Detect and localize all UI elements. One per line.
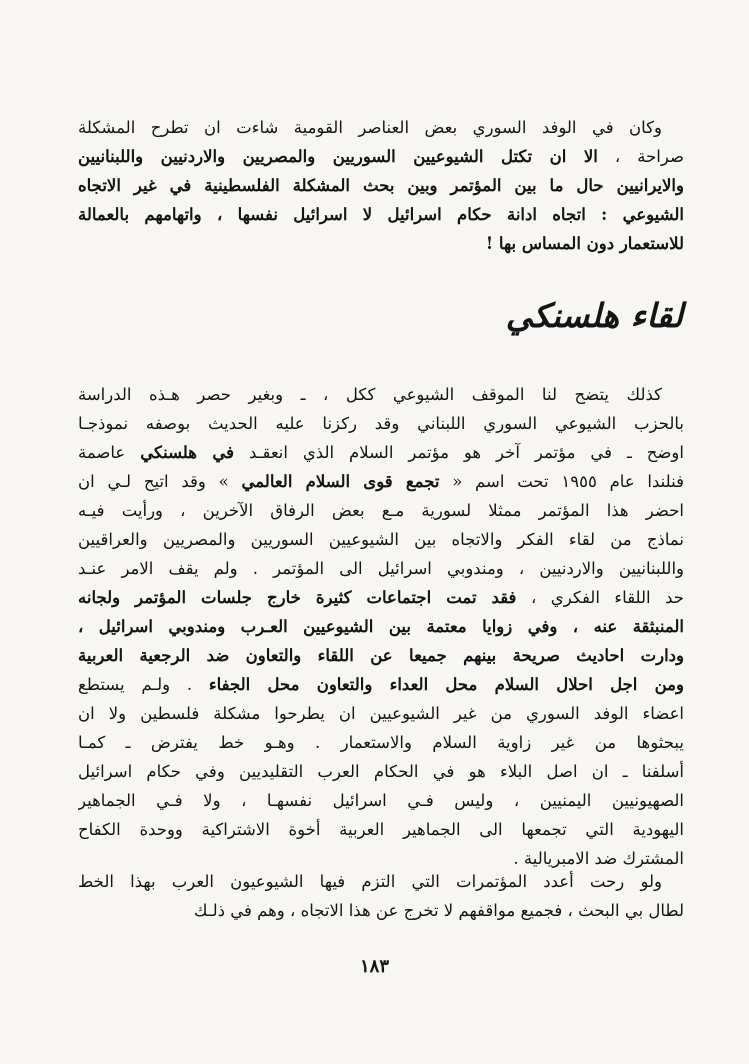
bold-text: الشيوعي : اتجاه ادانة حكام اسرائيل لا اسرائيل نفسها ، واتهامهم بالعمالة [78, 205, 684, 224]
text-line [78, 786, 684, 815]
text-run: واللبنانيين والاردنيين ، ومندوبي اسرائيل الى المؤتمر . ولم يقف الامر عنـد [78, 559, 684, 578]
paragraph-senate-delegation [78, 113, 684, 258]
text-run: اعضاء الوفد السوري من غير الشيوعيين ان يطرحوا مشكلة فلسطين ولا ان [78, 704, 684, 723]
text-run: عاصمة [78, 443, 141, 462]
bold-text: الا ان تكتل الشيوعيين السوريين والمصريين والاردنيين واللبنانيين [78, 147, 598, 166]
text-run: احضر هذا المؤتمر ممثلا لسورية مـع بعض الرفاق الآخرين ، ورأيت فيـه [78, 501, 684, 520]
text-run: صراحة ، [597, 147, 684, 166]
text-run: حد اللقاء الفكري ، [516, 588, 684, 607]
bold-text: للاستعمار دون المساس بها ! [485, 234, 684, 253]
text-line [78, 670, 684, 699]
text-line [78, 757, 684, 786]
text-run: . ولـم يستطع [78, 675, 209, 694]
section-heading: لقاء هلسنكي [505, 296, 683, 335]
text-line [78, 815, 684, 844]
bold-text: والايرانيين حال ما بين المؤتمر وبين بحث المشكلة الفلسطينية في غير الاتجاه [78, 176, 684, 195]
text-line [78, 113, 684, 142]
text-line [78, 525, 684, 554]
text-run: اليهودية التي تجمعها الى الجماهير العربية أخوة الاشتراكية ووحدة الكفاح [78, 820, 684, 839]
text-line [78, 641, 684, 670]
text-line [78, 229, 684, 258]
text-run: يبحثوها من غير زاوية السلام والاستعمار . وهـو خط يفترض ـ كمـا [78, 733, 684, 752]
paragraph-conferences [78, 867, 684, 925]
text-run: ولو رحت أعدد المؤتمرات التي التزم فيها الشيوعيون العرب بهذا الخط [78, 872, 662, 891]
text-line [78, 496, 684, 525]
text-line [78, 142, 684, 171]
text-line [78, 200, 684, 229]
text-run: » وقد اتيح لـي ان [78, 472, 242, 491]
text-run: لطال بي البحث ، فجميع مواقفهم لا تخرج عن هذا الاتجاه ، وهم في ذلـك [193, 901, 684, 920]
text-line [78, 583, 684, 612]
text-run: بالحزب الشيوعي السوري اللبناني وقد ركزنا عليه الحديث بوصفه نموذجـا [78, 414, 684, 433]
text-run: الصهيونيين اليمنيين ، وليس فـي اسرائيل نفسهـا ، ولا فـي الجماهير [78, 791, 684, 810]
text-line [78, 867, 684, 896]
text-line [78, 438, 684, 467]
text-run: نماذج من لقاء الفكر والاتجاه بين الشيوعيين السوريين والمصريين والعراقيين [78, 530, 684, 549]
bold-text: فقد تمت اجتماعات كثيرة خارج جلسات المؤتمر ولجانه [78, 588, 517, 607]
bold-text: ودارت احاديث صريحة بينهم جميعا عن اللقاء والتعاون ضد الرجعية العربية [78, 646, 684, 665]
paragraph-helsinki-meeting [78, 380, 684, 873]
text-line [78, 380, 684, 409]
bold-text: في هلسنكي [140, 443, 235, 462]
text-run: كذلك يتضح لنا الموقف الشيوعي ككل ، ـ وبغير حصر هـذه الدراسة [78, 385, 662, 404]
text-run: وكان في الوفد السوري بعض العناصر القومية شاءت ان تطرح المشكلة [78, 118, 662, 137]
text-line [78, 467, 684, 496]
bold-text: المنبثقة عنه ، وفي زوايا معتمة بين الشيوعيين العـرب ومندوبي اسرائيل ، [78, 617, 684, 636]
text-line [78, 896, 684, 925]
text-run: اوضح ـ في مؤتمر آخر هو مؤتمر السلام الذي انعقـد [234, 443, 684, 462]
bold-text: تجمع قوى السلام العالمي [241, 472, 440, 491]
text-line [78, 554, 684, 583]
page-number: ١٨٣ [359, 956, 389, 977]
text-line [78, 171, 684, 200]
text-line [78, 728, 684, 757]
bold-text: ومن اجل احلال السلام محل العداء والتعاون محل الجفاء [208, 675, 684, 694]
text-run: المشترك ضد الامبريالية . [513, 849, 684, 868]
text-run: فنلندا عام ١٩٥٥ تحت اسم « [439, 472, 684, 491]
text-line [78, 409, 684, 438]
text-line [78, 699, 684, 728]
text-run: أسلفنا ـ ان اصل البلاء هو في الحكام العرب التقليديين وفي حكام اسرائيل [78, 762, 684, 781]
text-line [78, 612, 684, 641]
